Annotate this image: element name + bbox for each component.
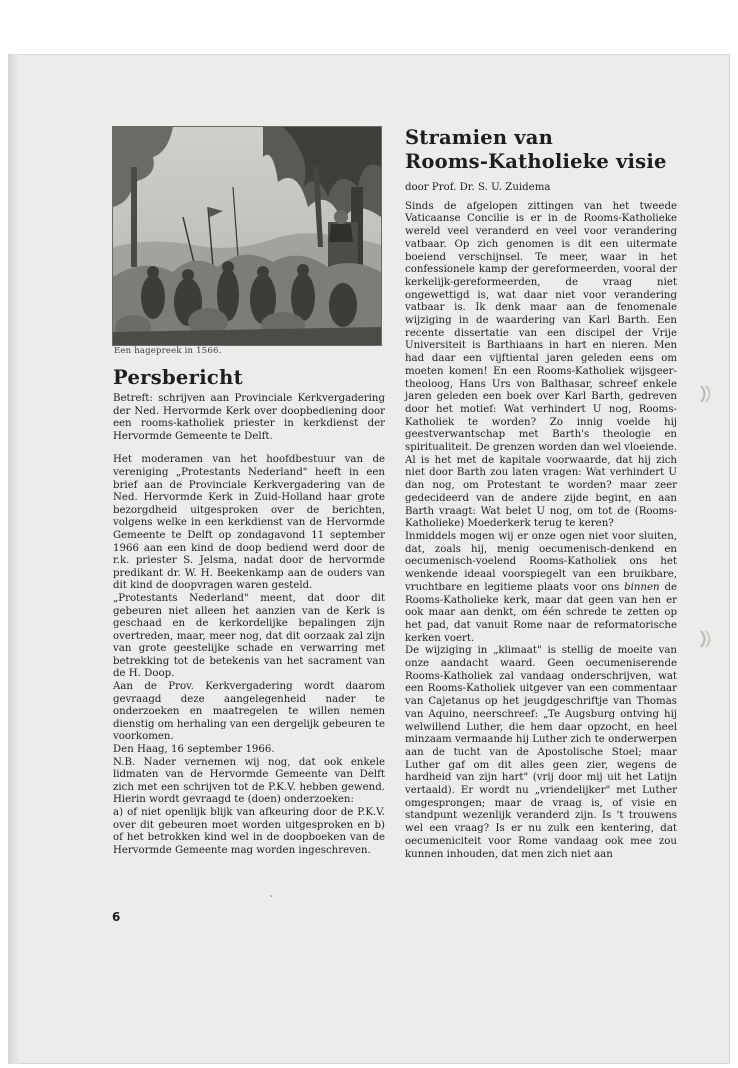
figure-caption: Een hagepreek in 1566. bbox=[114, 346, 222, 356]
paragraph bbox=[405, 531, 677, 645]
binding-hole-mark-icon bbox=[697, 628, 713, 650]
press-release-article bbox=[113, 366, 385, 857]
page-binding-edge bbox=[8, 54, 18, 1064]
feature-article bbox=[405, 126, 677, 861]
text-run: de Rooms-Katholieke kerk, maar dat geen van hen er ook maar aan denkt, om één schrede te zetten op het pad, dat vanuit Rome naar de reformatorische kerken voert. bbox=[405, 581, 678, 644]
paragraph: „Protestants Nederland" meent, dat door dit gebeuren niet alleen het aanzien van de Kerk is geschaad en de kerkordelijke bepalingen zijn overtreden, maar, meer nog, dat dit oorzaak zal zijn van grote geestelijke schade en verwarring met betrekking tot de betekenis van het sacrament van de H. Doop. bbox=[113, 592, 385, 680]
article-title bbox=[405, 126, 677, 174]
article-byline: door Prof. Dr. S. U. Zuidema bbox=[405, 182, 551, 193]
paragraph: a) of niet openlijk blijk van afkeuring door de P.K.V. over dit gebeuren moet worden uitgesproken en b) of het betrokken kind wel in de doopboeken van de Hervormde Gemeente mag worden ingeschreven. bbox=[113, 807, 385, 856]
text-run: Inmiddels mogen wij er onze ogen niet voor sluiten, dat, zoals hij, menig oecumenisch-denkend en oecumenisch-voelend Rooms-Katholiek ons het wenkende ideaal voorspiegelt van een bruikbare, vruchtbare en legitieme plaats voor ons bbox=[405, 530, 677, 593]
press-release-intro: Betreft: schrijven aan Provinciale Kerkvergadering der Ned. Hervormde Kerk over doopbediening door een rooms-katholiek priester in kerkdienst der Hervormde Gemeente te Delft. bbox=[113, 393, 385, 442]
paragraph: Sinds de afgelopen zittingen van het tweede Vaticaanse Concilie is er in de Rooms-Katholieke wereld veel veranderd en veel voor verandering vatbaar. Op zich genomen is dit een uitermate boeiend verschijnsel. Te meer, waar in het confessionele kamp der gereformeerden, vooral der kerkelijk-gereformeerden, de vraag niet ongewettigd is, wat daar niet voor verandering vatbaar is. Ik denk maar aan de fenomenale wijziging in de waardering van Karl Barth. Een recente dissertatie van een discipel der Vrije Universiteit is Barthiaans in hart en nieren. Men had daar een vijftiental jaren geleden eens om moeten komen! En een Rooms-Katholiek wijsgeer-theoloog, Hans Urs von Balthasar, schreef enkele jaren geleden een boek over Karl Barth, gedreven door het motief: Wat verhindert U nog, Rooms-Katholiek te worden? Zo innig voelde hij geestverwantschap met Barth's theologie en spiritualiteit. De grenzen worden dan wel vloeiende. Al is het met de kapitale voorwaarde, dat hij zich niet door Barth zou laten vragen: Wat verhindert U dan nog, om Protestant te worden? maar zeer gedecideerd van de andere zijde begint, en aan Barth vraagt: Wat belet U nog, om tot de (Rooms-Katholieke) Moederkerk terug te keren? bbox=[405, 200, 677, 530]
paragraph: N.B. Nader vernemen wij nog, dat ook enkele lidmaten van de Hervormde Gemeente van Delft zich met een schrijven tot de P.K.V. hebben gewend. Hierin wordt gevraagd te (doen) onderzoeken: bbox=[113, 756, 385, 806]
stray-print-mark: ˛ bbox=[269, 888, 274, 898]
paragraph: Het moderamen van het hoofdbestuur van de vereniging „Protestants Nederland" heeft in een brief aan de Provinciale Kerkvergadering van de Ned. Hervormde Kerk in Zuid-Holland haar grote bezorgdheid uitgesproken over de berichten, volgens welke in een kerkdienst van de Hervormde Gemeente te Delft op zondagavond 11 september 1966 aan een kind de doop bediend werd door de r.k. priester S. Jelsma, nadat door de hervormde predikant dr. W. H. Beekenkamp aan de ouders van dit kind de doopvragen waren gesteld. bbox=[113, 454, 385, 592]
engraving-illustration bbox=[112, 126, 382, 346]
hagepreek-engraving-image bbox=[113, 127, 381, 345]
article-title-line: Rooms-Katholieke visie bbox=[405, 150, 667, 173]
page-number: 6 bbox=[112, 910, 121, 924]
article-title-line: Stramien van bbox=[405, 126, 553, 149]
paragraph: De wijziging in „klimaat" is stellig de moeite van onze aandacht waard. Geen oecumeniserende Rooms-Katholiek zal vandaag onderschrijven, wat een Rooms-Katholiek uitgever van een commentaar van Cajetanus op het jeugdgeschriftje van Thomas van Aquino, neerschreef: „Te Augsburg ontving hij welwillend Luther, die hem daar opzocht, en heel minzaam vermaande hij Luther zich te onderwerpen aan de tucht van de Apostolische Stoel; maar Luther gaf om dit alles geen zier, wegens de hardheid van zijn hart" (vrij door mij uit het Latijn vertaald). Er wordt nu „vriendelijker" met Luther omgesprongen; maar de vraag is, of visie en standpunt wezenlijk veranderd zijn. Is 't trouwens wel een vraag? Is er nu zulk een kentering, dat oecumeniciteit voor Rome vandaag ook mee zou kunnen inhouden, dat men zich niet aan bbox=[405, 645, 677, 860]
emphasis: binnen bbox=[624, 581, 660, 593]
press-release-title: Persbericht bbox=[113, 366, 243, 389]
dateline: Den Haag, 16 september 1966. bbox=[113, 744, 275, 756]
binding-hole-mark-icon bbox=[697, 383, 713, 405]
paragraph: Aan de Prov. Kerkvergadering wordt daarom gevraagd deze aangelegenheid nader te onderzoeken en maatregelen te willen nemen dienstig om herhaling van een dergelijk gebeuren te voorkomen. bbox=[113, 681, 385, 743]
